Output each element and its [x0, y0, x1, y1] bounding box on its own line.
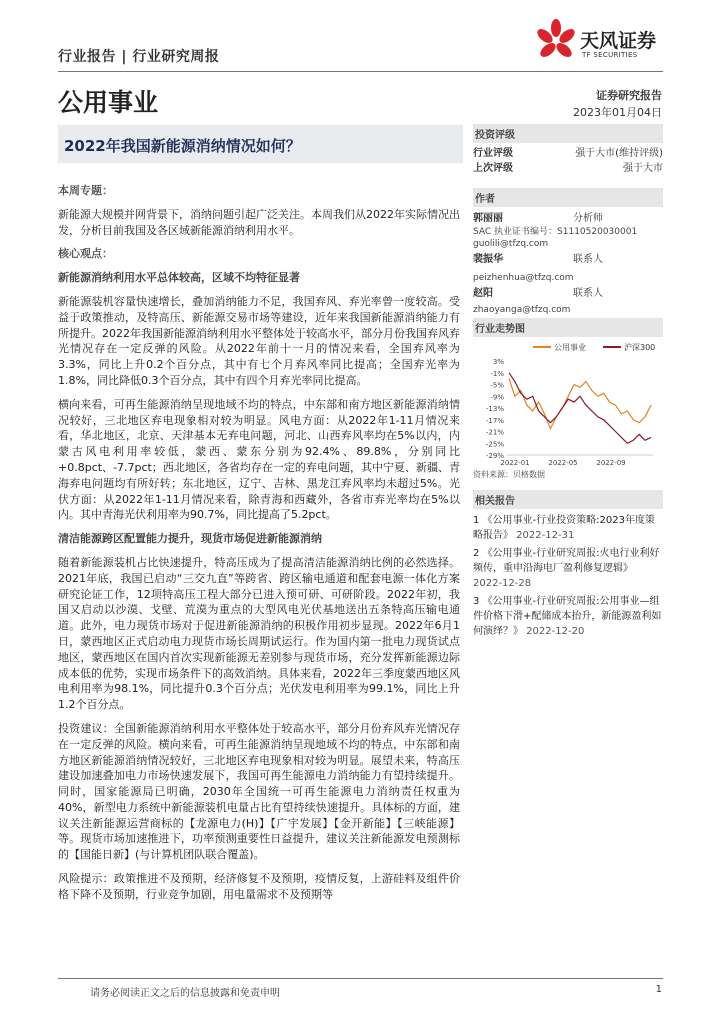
topic-paragraph: 新能源大规模并网背景下，消纳问题引起广泛关注。本周我们从2022年实际情况出发，分析目前我国及各区域新能源消纳利用水平。: [58, 207, 460, 237]
page-number: 1: [655, 984, 662, 995]
report-category: 行业报告 | 行业研究周报: [58, 49, 220, 65]
author-email: zhaoyanga@tfzq.com: [473, 305, 571, 315]
logo-petals-icon: [534, 18, 578, 66]
author-email: guolili@tfzq.com: [473, 239, 549, 249]
author-role: 联系人: [573, 288, 603, 299]
report-title: 2022年我国新能源消纳情况如何？: [64, 137, 301, 155]
y-tick-label: -5%: [490, 381, 504, 390]
sector-name: 公用事业: [58, 88, 159, 117]
header-divider: [58, 71, 663, 72]
author-2: [473, 252, 663, 284]
main-content: [58, 183, 460, 911]
trend-section: [473, 318, 663, 481]
legend-label: 公用事业: [554, 343, 586, 352]
related-section: [473, 490, 663, 642]
chart-source: 资料来源：贝格数据: [473, 470, 545, 479]
logo-text-en: TF SECURITIES: [582, 51, 638, 59]
paragraph-curtailment: 新能源装机容量快速增长，叠加消纳能力不足，我国弃风、弃光率曾一度较高。受益于政策推动，及特高压、新能源交易市场等建设，近年来我国新能源消纳能力有所提升。2022年我国新能源消纳利用水平整体处于较高水平，部分月份我国弃风弃光情况存在一定反弹的风险。从2022年前十一月的情况来看，全国弃风率为3.3%，同比上升0.2个百分点，其中有七个月弃风率同比提高；全国弃光率为1.8%，同比降低0.3个百分点，其中有四个月弃光率同比提高。: [58, 294, 460, 387]
company-logo: [534, 18, 664, 68]
subheading-cross-region: 清洁能源跨区配置能力提升，现货市场促进新能源消纳: [58, 532, 322, 546]
rating-section: [473, 124, 663, 176]
core-heading: 核心观点：: [58, 247, 113, 261]
author-name: 裴振华: [473, 254, 503, 265]
related-report-item[interactable]: [473, 594, 663, 639]
prev-rating-value: 强于大市: [623, 163, 663, 174]
series-line: [509, 379, 651, 429]
report-date: 2023年01月04日: [573, 106, 662, 119]
footer-disclaimer: 请务必阅读正文之后的信息披露和免责申明: [90, 988, 280, 999]
author-role: 分析师: [573, 213, 603, 224]
related-report-item[interactable]: [473, 513, 663, 543]
paragraph-uhv: 随着新能源装机占比快速提升，特高压成为了提高清洁能源消纳比例的必然选择。2021年底，我国已启动“三交九直”等跨省、跨区输电通道和配套电源一体化方案研究论证工作，12项特高压工程大部分已进入预可研、可研阶段。2022年初，我国又启动以沙漠、戈壁、荒漠为重点的大型风电光伏基地送出五条特高压输电通道。此外，电力现货市场对于促进新能源消纳的积极作用初步显现。2022年6月1日，蒙西地区正式启动电力现货市场长周期试运行。作为国内第一批电力现货试点地区，蒙西地区在国内首次实现新能源无差别参与现货市场，充分发挥新能源边际成本低的优势，实现市场条件下的高效消纳。具体来看，2022年三季度蒙西地区风电利用率为98.1%，同比提升0.3个百分点；光伏发电利用率为99.1%，同比上升1.2个百分点。: [58, 555, 460, 712]
y-tick-label: -21%: [485, 428, 504, 437]
trend-chart: [473, 339, 663, 469]
authors-section: [473, 188, 663, 316]
logo-text-cn: 天风证券: [580, 30, 657, 52]
related-report-item[interactable]: [473, 546, 663, 591]
related-report-title: 1 《公用事业-行业投资策略:2023年度策略报告》: [473, 515, 655, 541]
y-tick-label: -13%: [485, 405, 504, 413]
related-report-date: 2022-12-20: [526, 626, 585, 637]
subheading-consumption: 新能源消纳利用水平总体较高，区域不均特征显著: [58, 271, 300, 285]
rating-label: 行业评级: [473, 148, 513, 159]
paragraph-investment: 投资建议：全国新能源消纳利用水平整体处于较高水平，部分月份弃风弃光情况存在一定反弹的风险。横向来看，可再生能源消纳呈现地域不均的特点，中东部和南方地区新能源消纳情况较好，三北地区弃电现象相对较为明显。展望未来，特高压建设加速叠加电力市场快速发展下，我国可再生能源电力消纳能力有望持续提升。同时，国家能源局已明确，2030年全国统一可再生能源电力消纳责任权重为40%，新型电力系统中新能源装机电量占比有望持续快速提升。具体标的方面，建议关注新能源运营商标的【龙源电力(H)】【广宇发展】【金开新能】【三峡能源】等。现货市场加速推进下，功率预测重要性日益提升，建议关注新能源发电预测标的【国能日新】(与计算机团队联合覆盖)。: [58, 721, 460, 862]
authors-heading: 作者: [473, 188, 663, 207]
paragraph-risk: 风险提示：政策推进不及预期，经济修复不及预期，疫情反复，上游硅料及组件价格下降不及预期，行业竞争加剧，用电量需求不及预期等: [58, 872, 460, 901]
x-tick-label: 2022-09: [596, 459, 626, 467]
author-role: 联系人: [573, 254, 603, 265]
author-cert: SAC 执业证书编号：S1110520030001: [473, 227, 638, 237]
paragraph-regional: 横向来看，可再生能源消纳呈现地域不均的特点，中东部和南方地区新能源消纳情况较好，三北地区弃电现象相对较为明显。风电方面：从2022年1-11月情况来看，华北地区，北京、天津基本无弃电问题，河北、山西弃风率均在5%以内，内蒙古风电利用率较低，蒙西、蒙东分别为92.4%、89.8%，分别同比+0.8pct、-7.7pct；西北地区，各省均存在一定的弃电问题，其中宁夏、新疆、青海弃电问题均有所好转；东北地区，辽宁、吉林、黑龙江弃风率均未超过5%。光伏方面：从2022年1-11月情况来看，除青海和西藏外，各省市弃光率均在5%以内。其中青海光伏利用率为90.7%，同比提高了5.2pct。: [58, 397, 460, 522]
related-report-date: 2022-12-28: [473, 578, 532, 589]
rating-row-previous: [473, 161, 663, 176]
footer-divider: [58, 978, 663, 979]
trend-heading: 行业走势图: [473, 318, 663, 337]
legend-label: 沪深300: [624, 343, 656, 352]
x-tick-label: 2022-01: [500, 459, 530, 467]
y-tick-label: -9%: [490, 393, 504, 402]
author-1: [473, 211, 663, 250]
y-tick-label: -17%: [485, 416, 504, 425]
y-tick-label: -1%: [490, 369, 504, 378]
report-type: 证券研究报告: [596, 89, 662, 102]
author-name: 赵阳: [473, 288, 493, 299]
related-report-date: 2022-12-31: [516, 530, 575, 541]
related-report-title: 2 《公用事业-行业研究周报:火电行业利好频传，重申沿海电厂盈利修复逻辑》: [473, 548, 660, 574]
author-email: peizhenhua@tfzq.com: [473, 273, 574, 283]
rating-value: 强于大市(维持评级): [575, 148, 663, 159]
related-report-title: 3 《公用事业-行业研究周报:公用事业—组件价格下滑+配储成本抬升，新能源盈利如何演绎？》: [473, 596, 662, 637]
x-tick-label: 2022-05: [548, 459, 578, 467]
y-tick-label: -25%: [485, 440, 504, 449]
related-heading: 相关报告: [473, 490, 663, 509]
prev-rating-label: 上次评级: [473, 163, 513, 174]
y-tick-label: -29%: [485, 452, 504, 460]
author-name: 郭丽丽: [473, 213, 503, 224]
rating-row-current: [473, 146, 663, 161]
rating-heading: 投资评级: [473, 124, 663, 143]
topic-heading: 本周专题：: [58, 184, 113, 197]
author-3: [473, 286, 663, 316]
y-tick-label: 3%: [492, 358, 504, 366]
